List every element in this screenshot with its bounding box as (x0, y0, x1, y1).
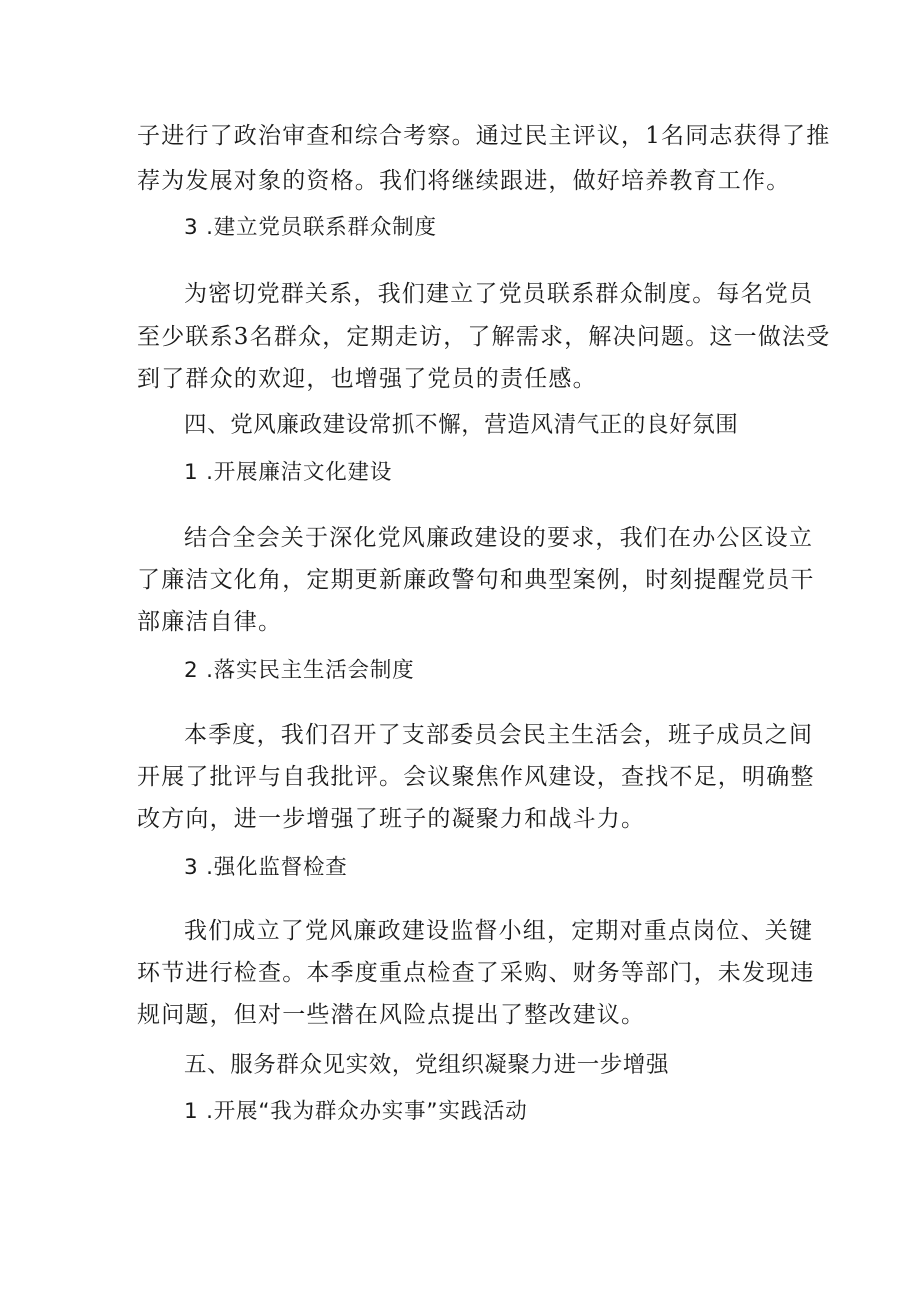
paragraph-line: 部廉洁自律。 (137, 609, 283, 635)
paragraph-line: 为密切党群关系，我们建立了党员联系群众制度。每名党员 (184, 281, 814, 307)
section-heading: 四、党风廉政建设常抓不懈，营造风清气正的良好氛围 (184, 412, 739, 438)
paragraph-line: 开展了批评与自我批评。会议聚焦作风建设，查找不足，明确整 (137, 764, 815, 790)
paragraph-line: 到了群众的欢迎，也增强了党员的责任感。 (137, 366, 597, 392)
paragraph-line: 荐为发展对象的资格。我们将继续跟进，做好培养教育工作。 (137, 168, 791, 194)
paragraph-line: 本季度，我们召开了支部委员会民主生活会，班子成员之间 (184, 722, 814, 748)
subsection-title: 1 .开展廉洁文化建设 (184, 460, 393, 485)
paragraph-line: 子进行了政治审查和综合考察。通过民主评议，1名同志获得了推 (137, 123, 831, 149)
paragraph-line: 环节进行检查。本季度重点检查了采购、财务等部门，未发现违 (137, 960, 815, 986)
subsection-title: 1 .开展“我为群众办实事”实践活动 (184, 1099, 528, 1124)
subsection-title: 3 .强化监督检查 (184, 855, 348, 880)
subsection-title: 3 .建立党员联系群众制度 (184, 215, 437, 240)
paragraph-line: 规问题，但对一些潜在风险点提出了整改建议。 (137, 1002, 646, 1028)
paragraph-line: 我们成立了党风廉政建设监督小组，定期对重点岗位、关键 (184, 918, 814, 944)
subsection-title: 2 .落实民主生活会制度 (184, 658, 415, 683)
paragraph-line: 了廉洁文化角，定期更新廉政警句和典型案例，时刻提醒党员干 (137, 567, 815, 593)
paragraph-line: 至少联系3名群众，定期走访，了解需求，解决问题。这一做法受 (137, 324, 831, 350)
paragraph-line: 结合全会关于深化党风廉政建设的要求，我们在办公区设立 (184, 525, 814, 551)
paragraph-line: 改方向，进一步增强了班子的凝聚力和战斗力。 (137, 806, 646, 832)
section-heading: 五、服务群众见实效，党组织凝聚力进一步增强 (184, 1052, 670, 1078)
